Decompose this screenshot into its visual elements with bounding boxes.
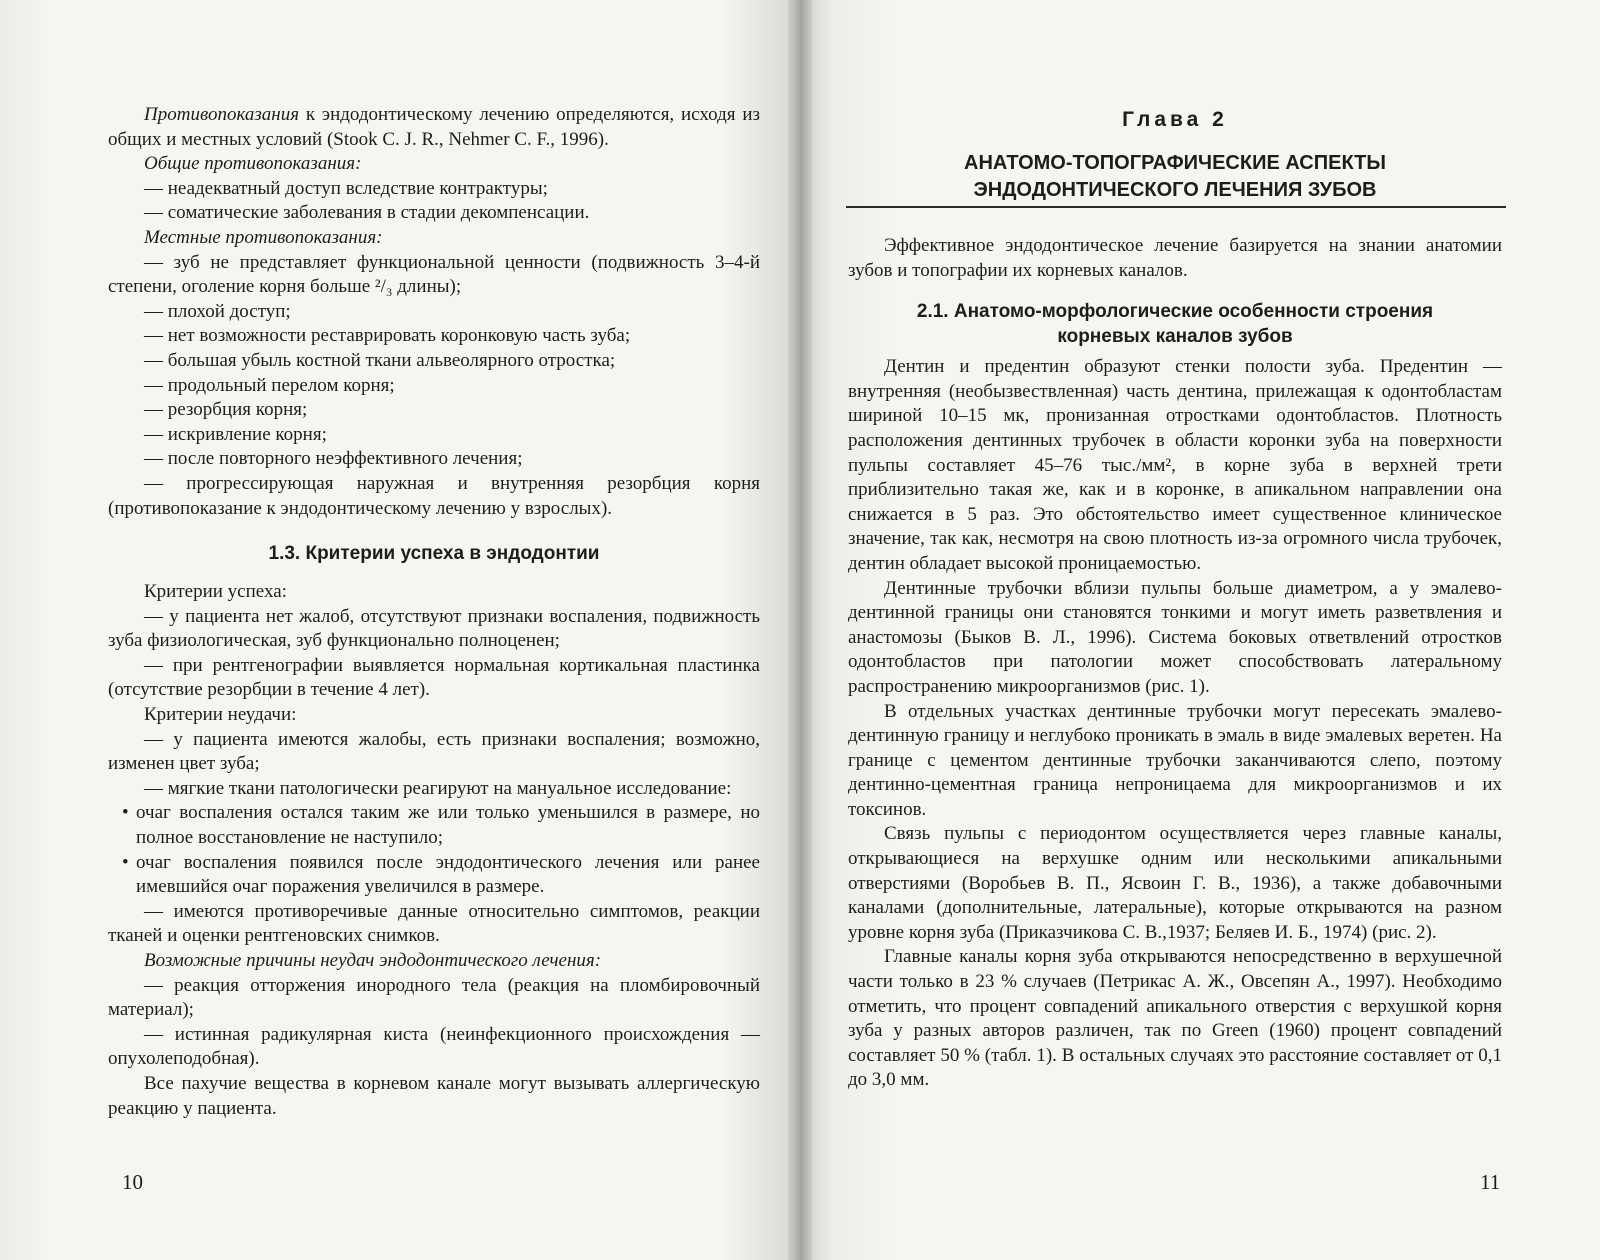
failure-causes-heading: Возможные причины неудач эндодонтического лечения: — [144, 950, 602, 971]
general-contraindications-heading: Общие противопоказания: — [144, 153, 362, 175]
paragraph: Дентин и предентин образуют стенки полости зуба. Предентин — внутренняя (необызвествленная) часть дентина, прилежащая к одонтобластам шириной 10–15 мк, пронизанная отростками одонтобластов. Плотность расположения дентинных трубочек в области коронки зуба на поверхности пульпы составляет 45–76 тыс./мм², в корне зуба в верхней трети приблизительно такая же, как и в коронке, в апикальном направлении она снижается в 5 раз. Это обстоятельство имеет существенное клиническое значение, так как, несмотря на свою плотность из-за огромного числа трубочек, дентин обладает высокой проницаемостью. — [848, 356, 1502, 574]
bullet-item: • очаг воспаления появился после эндодонтического лечения или ранее имевшийся очаг поражения увеличился в размере. — [108, 851, 760, 900]
list-item: — мягкие ткани патологически реагируют на мануальное исследование: — [144, 777, 732, 799]
list-item: — плохой доступ; — [144, 300, 291, 322]
list-item: — резорбция корня; — [144, 399, 308, 421]
left-page-text — [108, 103, 760, 1121]
bullet-list — [108, 801, 760, 899]
paragraph: Дентинные трубочки вблизи пульпы больше диаметром, а у эмалево-дентинной границы они становятся тонкими и могут иметь разветвления и анастомозы (Быков В. Л., 1996). Система боковых ответвлений отростков одонтобластов при патологии может способствовать латеральному распространению микроорганизмов (рис. 1). — [848, 577, 1502, 697]
list-item: — прогрессирующая наружная и внутренняя резорбция корня (противопоказание к эндодонтическому лечению у взрослых). — [108, 472, 760, 519]
right-page-text — [848, 234, 1502, 1093]
list-item: — большая убыль костной ткани альвеолярного отростка; — [144, 349, 616, 371]
list-item: — соматические заболевания в стадии декомпенсации. — [144, 202, 590, 224]
chapter-heading — [846, 108, 1504, 204]
list-item: — при рентгенографии выявляется нормальная кортикальная пластинка (отсутствие резорбции в течение 4 лет). — [108, 654, 760, 701]
chapter-title-line-1: АНАТОМО-ТОПОГРАФИЧЕСКИЕ АСПЕКТЫ — [964, 152, 1386, 174]
book-gutter — [788, 0, 812, 1260]
page-number-right: 11 — [1480, 1170, 1501, 1194]
list-item: — искривление корня; — [144, 423, 327, 445]
section-title-success-criteria: 1.3. Критерии успеха в эндодонтии — [268, 543, 600, 565]
chapter-label: Глава 2 — [1122, 108, 1228, 131]
list-item: — истинная радикулярная киста (неинфекционного происхождения — опухолеподобная). — [108, 1023, 760, 1070]
final-paragraph: Все пахучие вещества в корневом канале могут вызывать аллергическую реакцию у пациента. — [108, 1072, 760, 1119]
list-item: — продольный перелом корня; — [144, 374, 395, 396]
chapter-title-line-2: ЭНДОДОНТИЧЕСКОГО ЛЕЧЕНИЯ ЗУБОВ — [973, 179, 1377, 201]
failure-criteria-heading: Критерии неудачи: — [144, 704, 297, 726]
list-item: — зуб не представляет функциональной ценности (подвижность 3–4-й степени, оголение корня больше ²/₃ длины); — [108, 251, 760, 298]
bullet-item: • очаг воспаления остался таким же или только уменьшился в размере, но полное восстановление не наступило; — [108, 801, 760, 850]
list-item: — у пациента нет жалоб, отсутствуют признаки воспаления, подвижность зуба физиологическая, зуб функционально полноценен; — [108, 605, 760, 652]
success-criteria-heading: Критерии успеха: — [144, 581, 287, 603]
list-item: — реакция отторжения инородного тела (реакция на пломбировочный материал); — [108, 974, 760, 1021]
list-item: — у пациента имеются жалобы, есть признаки воспаления; возможно, изменен цвет зуба; — [108, 728, 760, 775]
local-contraindications-heading: Местные противопоказания: — [144, 226, 383, 248]
chapter-intro: Эффективное эндодонтическое лечение базируется на знании анатомии зубов и топографии их корневых каналов. — [848, 235, 1502, 281]
right-page — [800, 0, 1600, 1260]
contraindications-intro: Противопоказания к эндодонтическому лечению определяются, исходя из общих и местных условий (Stook C. J. R., Nehmer C. F., 1996). — [108, 104, 760, 150]
paragraph: Главные каналы корня зуба открываются непосредственно в верхушечной части только в 23 % случаев (Петрикас А. Ж., Овсепян А., 1997). Необходимо отметить, что процент совпадений апикального отверстия с верхушкой корня зуба у разных авторов различен, так по Green (1960) процент совпадений составляет 50 % (табл. 1). В остальных случаях это расстояние составляет от 0,1 до 3,0 мм. — [848, 946, 1502, 1091]
chapter-divider — [846, 206, 1506, 208]
list-item: — имеются противоречивые данные относительно симптомов, реакции тканей и оценки рентгеновских снимков. — [108, 900, 760, 947]
page-number-left: 10 — [122, 1170, 143, 1194]
paragraph: Связь пульпы с периодонтом осуществляется через главные каналы, открывающиеся на верхушке одним или несколькими апикальными отверстиями (Воробьев В. П., Ясвоин Г. В., 1936), а также добавочными каналами (дополнительные, латеральные), которые открываются на разном уровне корня зуба (Приказчикова С. В.,1937; Беляев И. Б., 1974) (рис. 2). — [848, 823, 1502, 943]
section-title-anatomy: 2.1. Анатомо-морфологические особенности строения корневых каналов зубов — [916, 301, 1434, 348]
list-item: — нет возможности реставрировать коронковую часть зуба; — [144, 325, 631, 347]
paragraph: В отдельных участках дентинные трубочки могут пересекать эмалево-дентинную границу и неглубоко проникать в эмаль в виде эмалевых веретен. На границе с цементом дентинные трубочки заканчиваются слепо, поэтому дентинно-цементная граница непроницаема для микроорганизмов и их токсинов. — [848, 700, 1502, 820]
list-item: — после повторного неэффективного лечения; — [144, 448, 523, 470]
list-item: — неадекватный доступ вследствие контрактуры; — [144, 177, 548, 199]
